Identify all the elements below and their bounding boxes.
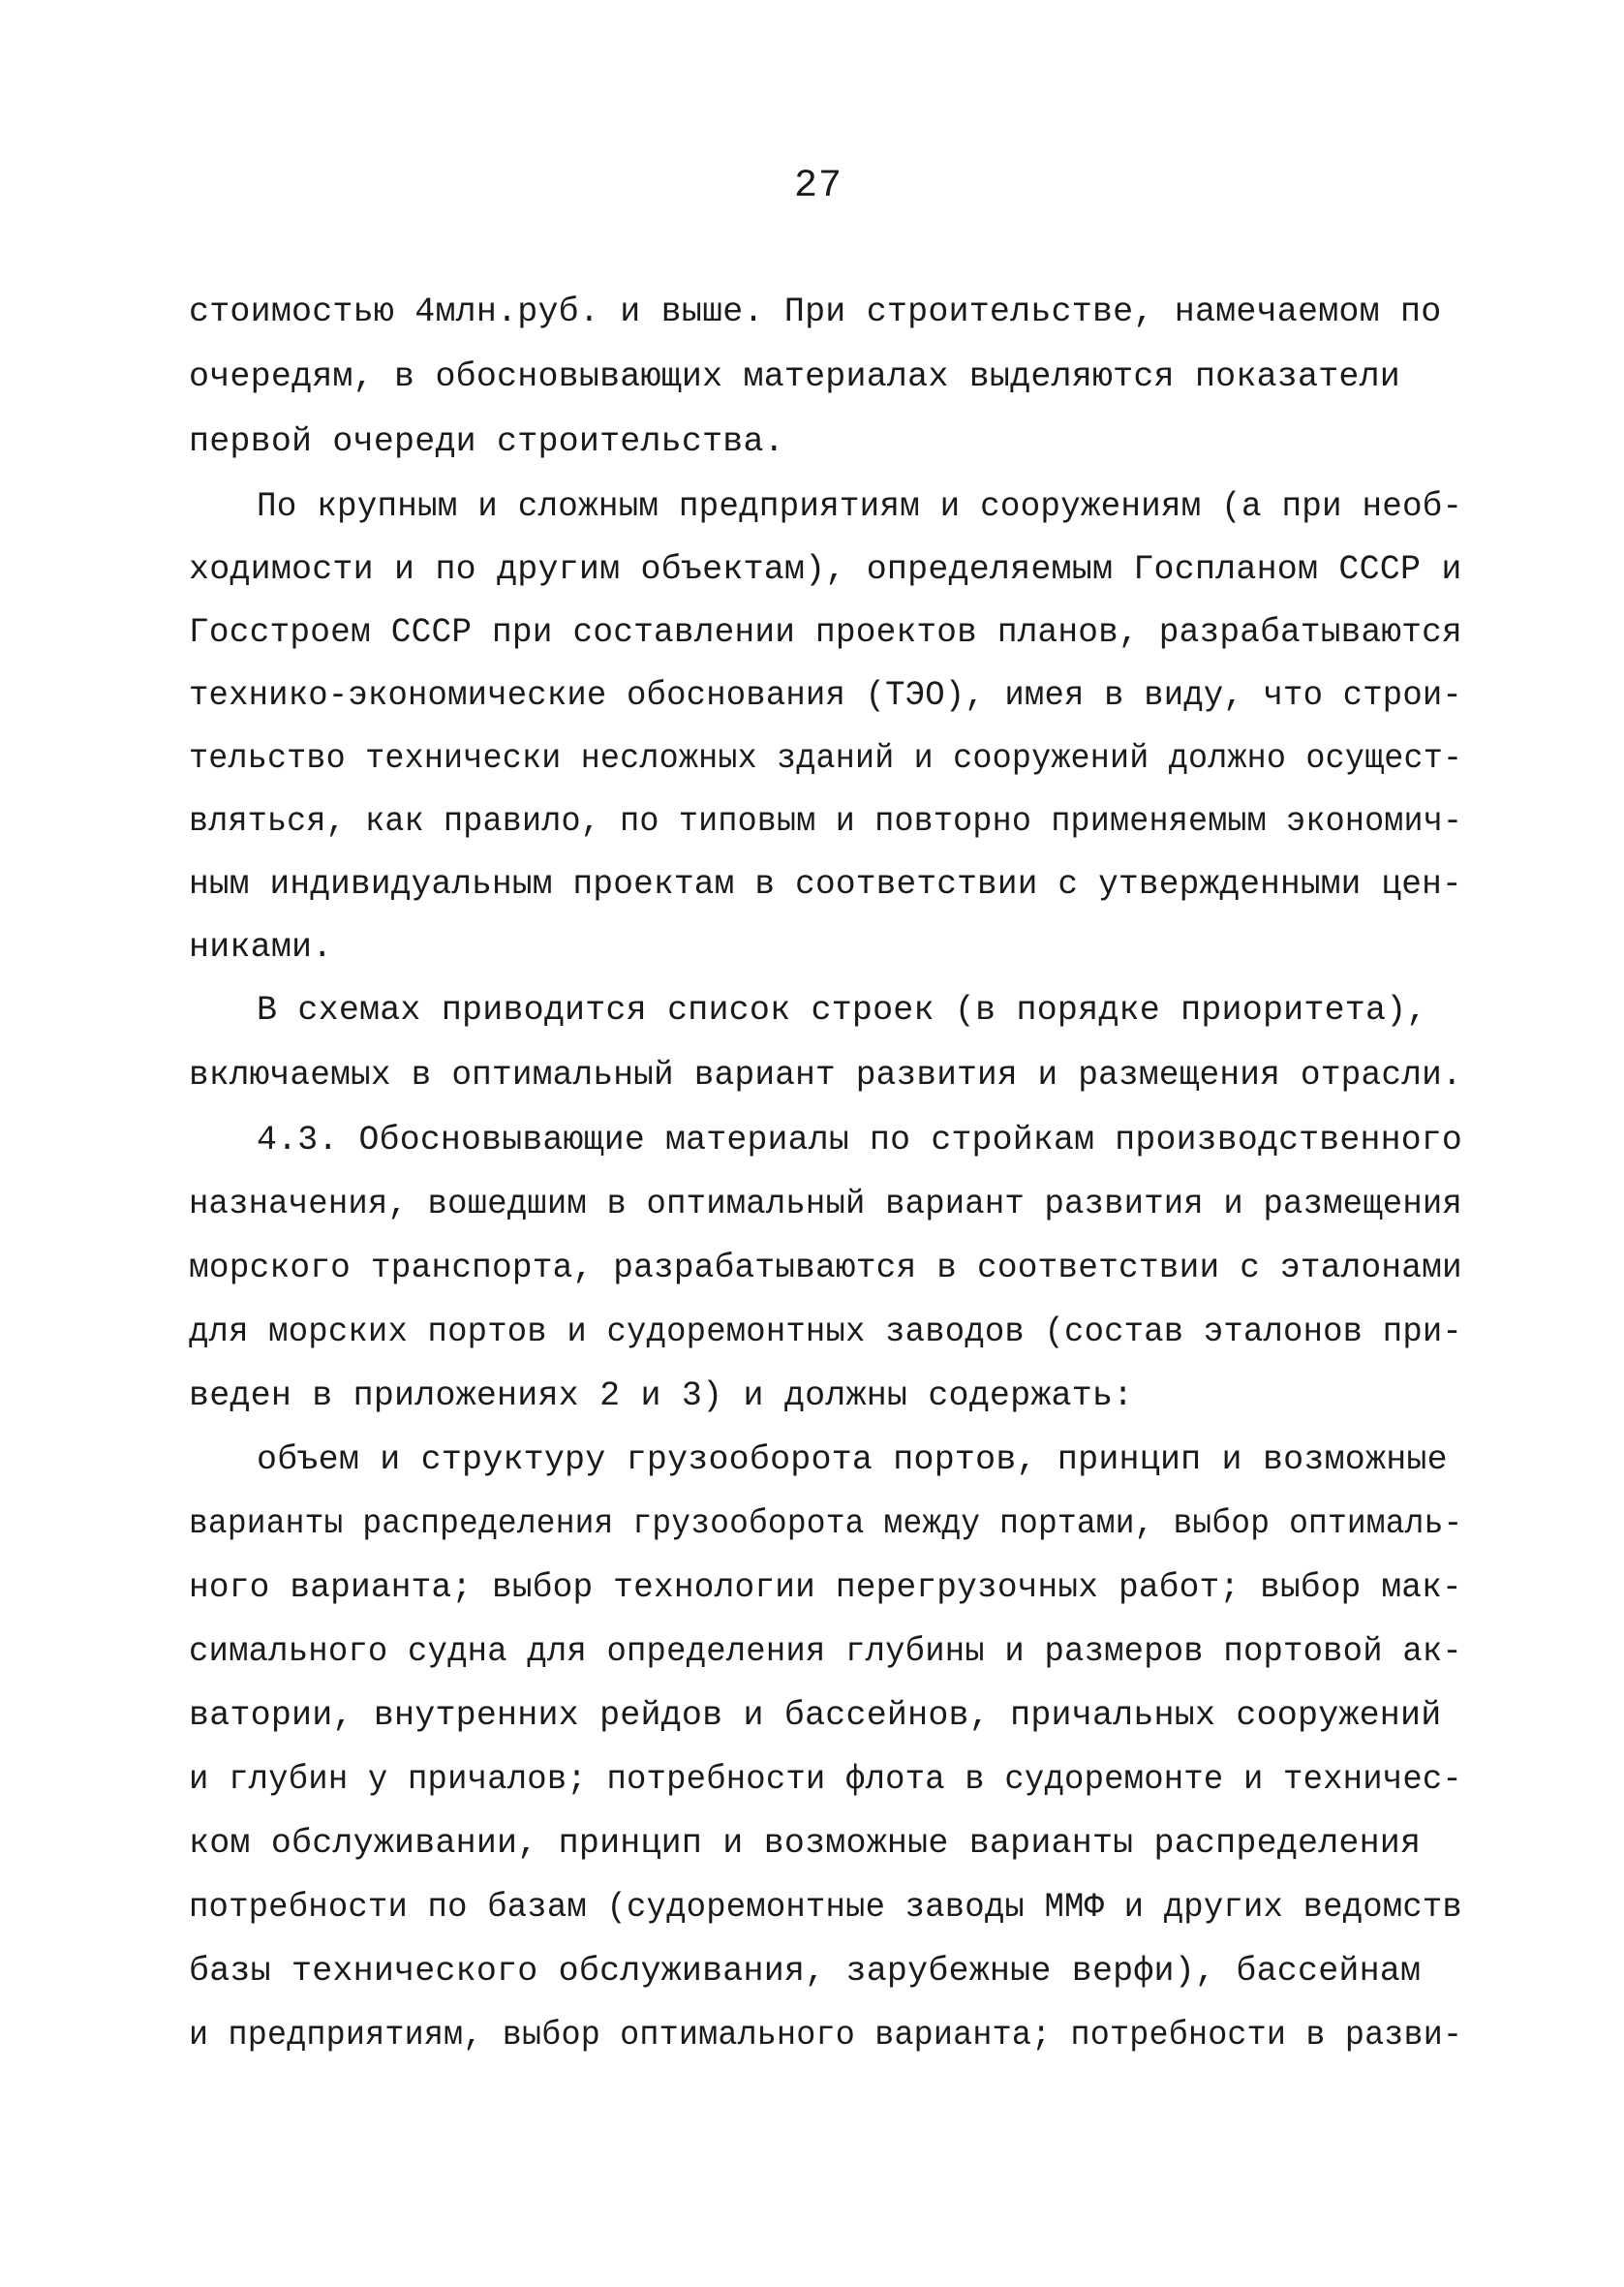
text-line: ком обслуживании, принцип и возможные варианты распределения xyxy=(189,1824,1422,1863)
text-line: никами. xyxy=(189,928,333,967)
text-line: назначения, вошедшим в оптимальный вариант развития и размещения xyxy=(189,1185,1462,1223)
text-line: морского транспорта, разрабатываются в соответствии с эталонами xyxy=(189,1249,1462,1287)
text-line: очередям, в обосновывающих материалах выделяются показатели xyxy=(189,357,1401,396)
paragraph-start-line: По крупным и сложным предприятиям и сооружениям (а при необ- xyxy=(257,487,1463,526)
text-line: веден в приложениях 2 и 3) и должны содержать: xyxy=(189,1376,1134,1415)
text-line: ватории, внутренних рейдов и бассейнов, причальных сооружений xyxy=(189,1696,1442,1735)
text-line: ходимости и по другим объектам), определяемым Госпланом СССР и xyxy=(189,550,1462,589)
text-line: тельство технически несложных зданий и сооружений должно осущест- xyxy=(189,739,1463,778)
page-number: 27 xyxy=(794,165,843,208)
text-line: стоимостью 4млн.руб. и выше. При строительстве, намечаемом по xyxy=(189,293,1442,331)
text-line: ного варианта; выбор технологии перегрузочных работ; выбор мак- xyxy=(189,1568,1462,1607)
text-line: потребности по базам (судоремонтные заводы ММФ и других ведомств xyxy=(189,1888,1462,1927)
text-line: и предприятиям, выбор оптимального варианта; потребности в разви- xyxy=(189,2016,1463,2055)
text-line: варианты распределения грузооборота между портами, выбор оптималь- xyxy=(189,1504,1463,1543)
text-line: симального судна для определения глубины и размеров портовой ак- xyxy=(189,1632,1462,1671)
text-line: для морских портов и судоремонтных заводов (состав эталонов при- xyxy=(189,1313,1462,1351)
text-line: вляться, как правило, по типовым и повторно применяемым экономич- xyxy=(189,802,1463,841)
text-line: включаемых в оптимальный вариант развития и размещения отрасли. xyxy=(189,1056,1462,1095)
text-line: технико-экономические обоснования (ТЭО), имея в виду, что строи- xyxy=(189,676,1462,715)
text-line: ным индивидуальным проектам в соответствии с утвержденными цен- xyxy=(189,865,1462,904)
section-heading-line: 4.3. Обосновывающие материалы по стройкам производственного xyxy=(257,1121,1463,1159)
text-line: первой очереди строительства. xyxy=(189,422,784,461)
text-line: Госстроем СССР при составлении проектов планов, разрабатываются xyxy=(189,613,1462,652)
paragraph-start-line: В схемах приводится список строек (в порядке приоритета), xyxy=(257,991,1427,1030)
text-line: базы технического обслуживания, зарубежные верфи), бассейнам xyxy=(189,1952,1422,1991)
text-line: и глубин у причалов; потребности флота в судоремонте и техничес- xyxy=(189,1760,1462,1799)
paragraph-start-line: объем и структуру грузооборота портов, принцип и возможные xyxy=(257,1440,1448,1479)
